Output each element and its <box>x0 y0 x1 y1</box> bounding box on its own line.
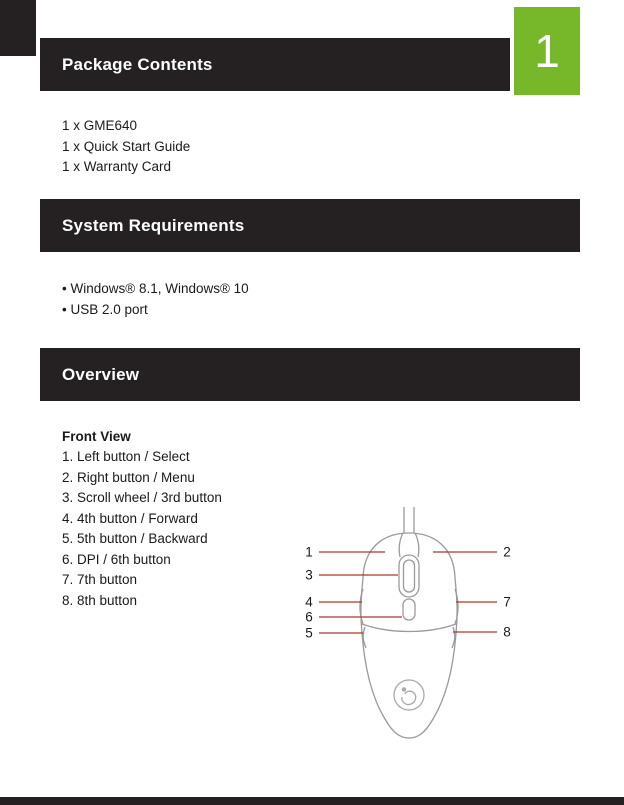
mouse-diagram <box>295 503 530 753</box>
list-item: 1 x GME640 <box>62 118 138 133</box>
callout-4: 4 <box>305 594 313 610</box>
section-title-system-requirements: System Requirements <box>62 215 245 235</box>
list-item: 1 x Warranty Card <box>62 159 172 174</box>
system-requirements-list <box>62 279 249 320</box>
list-item: 1 x Quick Start Guide <box>62 138 191 154</box>
overview-list <box>62 447 222 611</box>
mouse-body <box>361 533 457 738</box>
callout-7: 7 <box>503 594 511 610</box>
dpi-button <box>403 599 415 620</box>
section-title-package-contents: Package Contents <box>62 54 213 74</box>
front-view-subtitle: Front View <box>62 429 131 444</box>
body-seam <box>362 624 456 632</box>
list-item: 4. 4th button / Forward <box>62 510 198 526</box>
button-seam-right <box>415 533 419 557</box>
list-item: 8. 8th button <box>62 592 138 608</box>
callout-1: 1 <box>305 544 313 560</box>
list-item: 7. 7th button <box>62 572 138 587</box>
list-item: 6. DPI / 6th button <box>62 551 171 567</box>
callout-2: 2 <box>503 544 511 560</box>
bottom-bar <box>0 797 624 805</box>
list-item: 3. Scroll wheel / 3rd button <box>62 490 222 505</box>
callout-8: 8 <box>503 624 511 640</box>
package-contents-list <box>62 116 190 178</box>
callout-5: 5 <box>305 625 313 641</box>
section-header-system-requirements <box>40 199 580 252</box>
list-item: 5. 5th button / Backward <box>62 531 208 546</box>
section-title-overview: Overview <box>62 364 140 384</box>
scroll-wheel-inner <box>404 560 415 592</box>
list-item: • Windows® 8.1, Windows® 10 <box>62 281 249 296</box>
list-item: 2. Right button / Menu <box>62 469 195 485</box>
scroll-wheel <box>399 555 419 597</box>
section-header-overview <box>40 348 580 401</box>
list-item: • USB 2.0 port <box>62 301 148 317</box>
mouse-outline <box>360 507 458 738</box>
list-item: 1. Left button / Select <box>62 449 190 464</box>
page-number-box <box>514 7 580 95</box>
iogear-logo <box>394 680 424 710</box>
page-number: 1 <box>534 25 560 77</box>
corner-block <box>0 0 36 56</box>
section-header-package-contents <box>40 38 510 91</box>
callout-3: 3 <box>305 567 313 583</box>
callout-6: 6 <box>305 609 313 625</box>
button-seam-left <box>399 533 403 557</box>
